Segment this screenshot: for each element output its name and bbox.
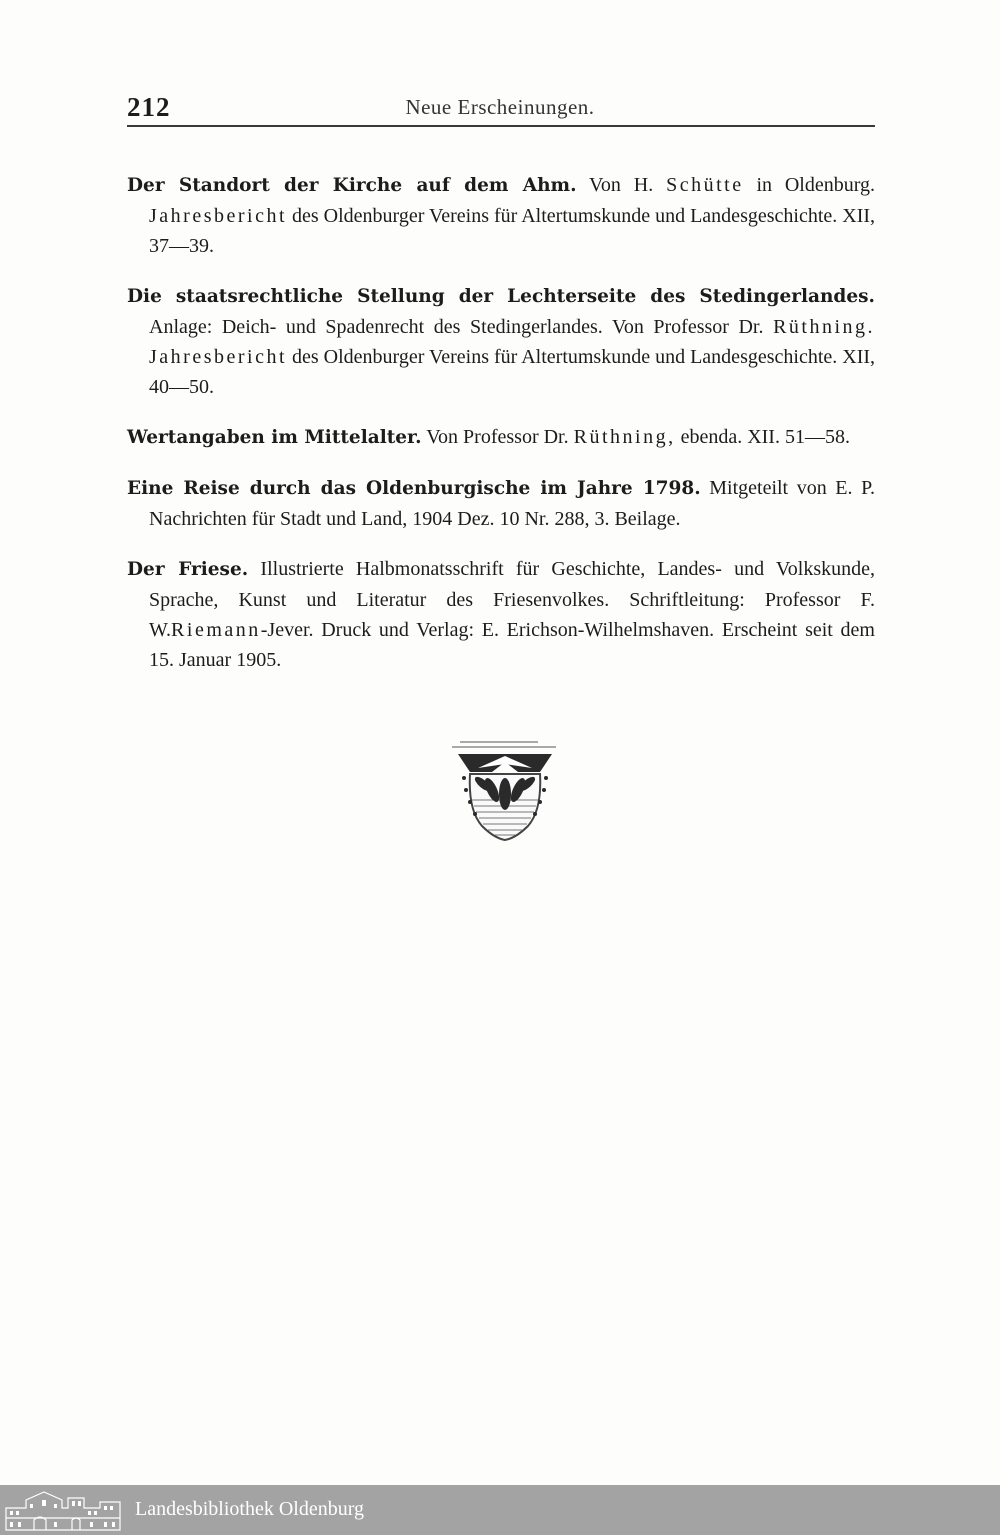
- entry-source: ebenda. XII. 51—58.: [680, 426, 850, 448]
- entry-text: Anlage: Deich- und Spadenrecht des Stedingerlandes. Von Professor Dr.: [149, 316, 764, 338]
- bibliography-list: [127, 150, 875, 682]
- running-title: Neue Erscheinungen.: [405, 95, 595, 119]
- entry-title: Der Standort der Kirche auf dem Ahm.: [127, 175, 577, 196]
- entry-title: Eine Reise durch das Oldenburgische im Jahre 1798.: [127, 478, 701, 499]
- entry-source: des Oldenburger Vereins für Altertumskunde und Landesgeschichte. XII, 40—50.: [149, 346, 876, 398]
- ornament-vignette: [452, 740, 558, 844]
- entry-title: Wertangaben im Mittelalter.: [127, 427, 422, 448]
- entry-text: Mitgeteilt von E. P. Nachrichten für Stadt und Land, 1904 Dez. 10 Nr. 288, 3. Beilage.: [149, 477, 876, 530]
- entry-author: Rüthning.: [773, 316, 876, 338]
- entry-title: Die staatsrechtliche Stellung der Lechterseite des Stedingerlandes.: [127, 286, 875, 307]
- entry-place: in Oldenburg.: [756, 174, 876, 196]
- library-name: Landesbibliothek Oldenburg: [135, 1498, 365, 1520]
- library-footer-bar: [0, 1485, 1000, 1535]
- bibliography-entry: [127, 422, 875, 453]
- bibliography-entry: [127, 473, 875, 534]
- entry-source-title: Jahresbericht: [149, 346, 288, 368]
- entry-author: Rüthning,: [573, 426, 676, 448]
- entry-text: Illustrierte Halbmonatsschrift für Geschichte, Landes- und Volkskunde, Sprache, Kunst und Literatur des Friesenvolkes. Schriftleitung: Professor F. W.: [149, 558, 876, 641]
- entry-source: -Jever. Druck und Verlag: E. Erichson-Wilhelmshaven. Erscheint seit dem 15. Januar 1905.: [149, 619, 875, 671]
- entry-source-title: Jahresbericht: [149, 205, 288, 227]
- library-building-logo: [4, 1488, 122, 1532]
- entry-byline: Von Professor Dr.: [426, 426, 569, 448]
- bibliography-entry: [127, 170, 875, 261]
- page-number: 212: [127, 92, 171, 122]
- entry-author: Schütte: [666, 174, 744, 196]
- entry-author: Riemann: [171, 619, 261, 641]
- entry-title: Der Friese.: [127, 559, 249, 580]
- entry-source: des Oldenburger Vereins für Altertumskunde und Landesgeschichte. XII, 37—39.: [149, 205, 876, 257]
- entry-byline: Von H.: [589, 174, 654, 196]
- bibliography-entry: [127, 281, 875, 402]
- bibliography-entry: [127, 554, 875, 675]
- header-rule: [127, 125, 875, 127]
